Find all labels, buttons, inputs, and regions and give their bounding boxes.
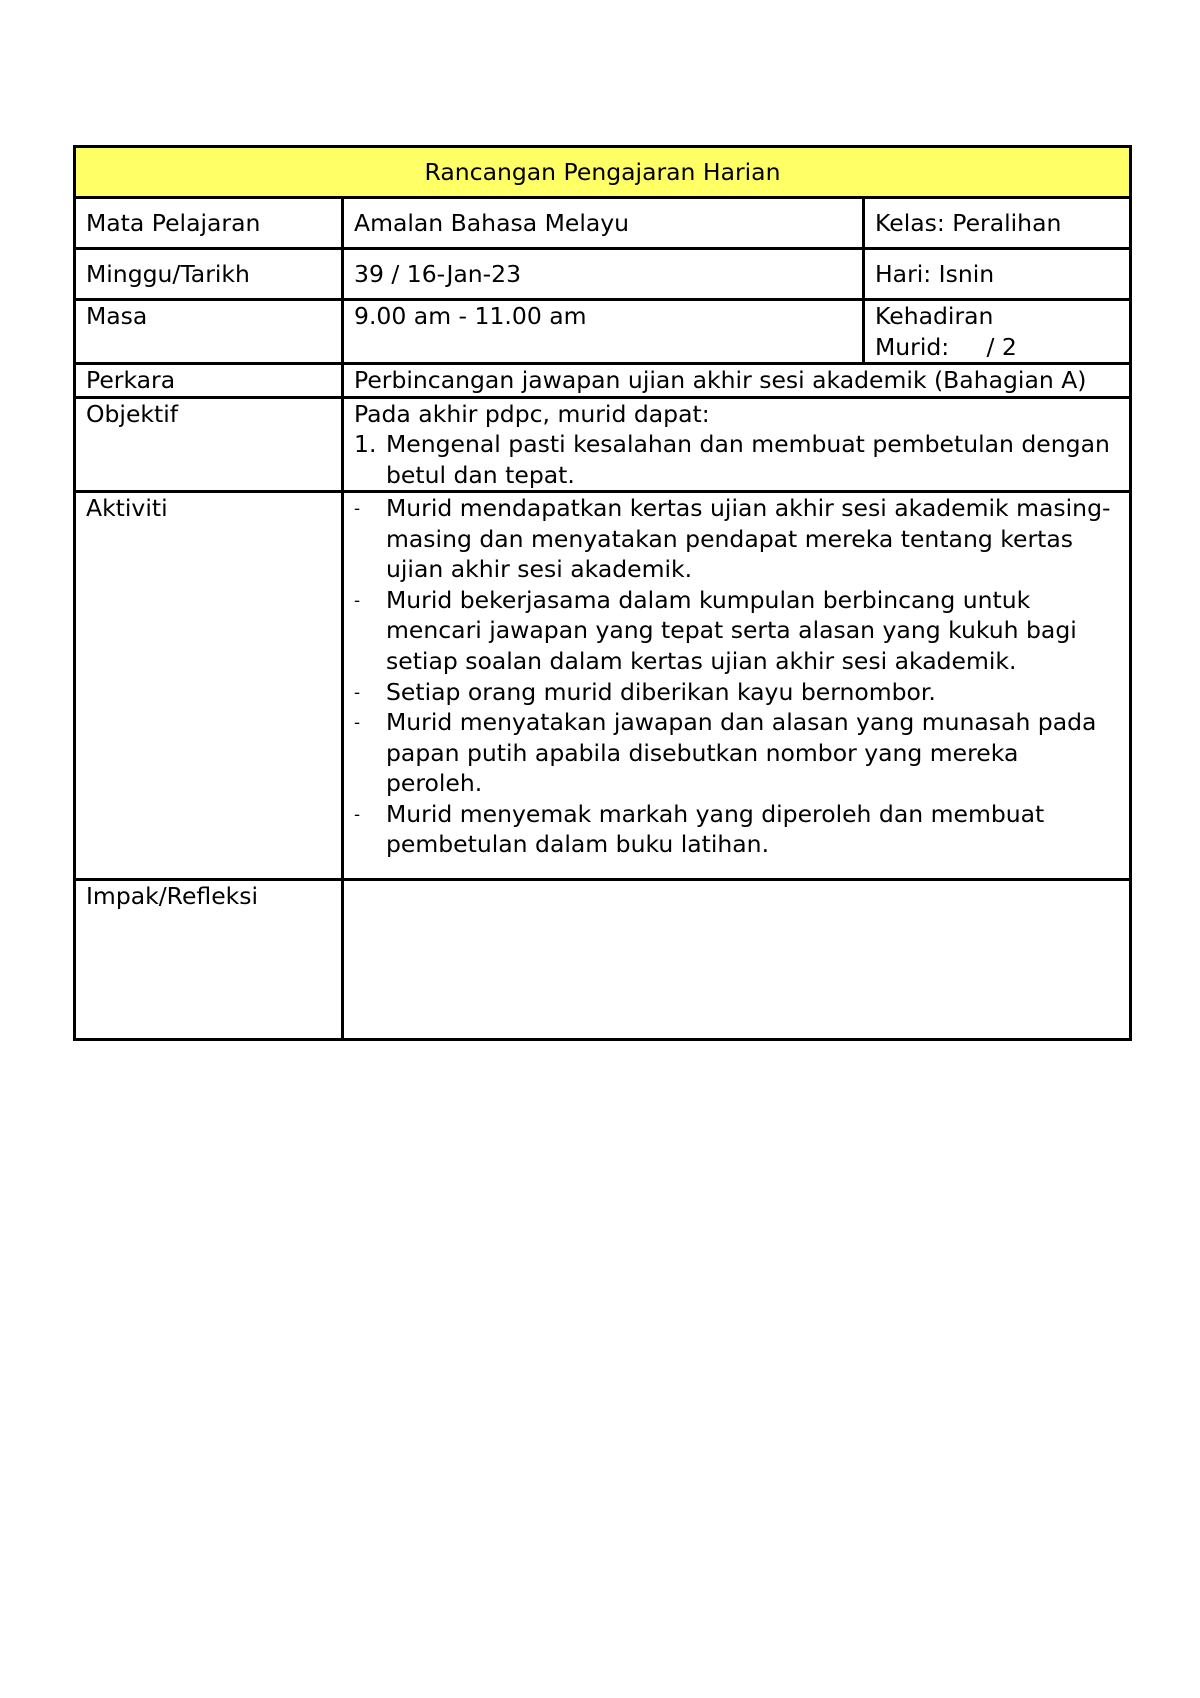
label-objektif: Objektif xyxy=(75,397,343,492)
row-aktiviti xyxy=(75,492,1131,880)
value-masa: 9.00 am - 11.00 am xyxy=(343,300,864,364)
aktiviti-item xyxy=(354,677,1119,708)
value-impak xyxy=(343,879,1131,1039)
objektif-item-text: Mengenal pasti kesalahan dan membuat pembetulan dengan betul dan tepat. xyxy=(386,430,1110,489)
plan-title: Rancangan Pengajaran Harian xyxy=(75,147,1131,198)
kehadiran-label: Kehadiran xyxy=(875,302,994,330)
objektif-item xyxy=(354,429,1119,490)
row-minggu-tarikh xyxy=(75,249,1131,300)
kehadiran-murid: Murid: / 2 xyxy=(875,332,1017,361)
label-impak: Impak/Refleksi xyxy=(75,879,343,1039)
row-objektif xyxy=(75,397,1131,492)
objektif-list xyxy=(354,429,1119,490)
objektif-item-number: 1. xyxy=(354,430,377,459)
label-perkara: Perkara xyxy=(75,364,343,398)
label-minggu-tarikh: Minggu/Tarikh xyxy=(75,249,343,300)
value-perkara: Perbincangan jawapan ujian akhir sesi akademik (Bahagian A) xyxy=(343,364,1131,398)
aktiviti-item-text: Murid bekerjasama dalam kumpulan berbincang untuk mencari jawapan yang tepat serta alasan yang kukuh bagi setiap soalan dalam kertas ujian akhir sesi akademik. xyxy=(386,585,1077,676)
aktiviti-bullet: - xyxy=(354,804,361,825)
aktiviti-bullet: - xyxy=(354,713,361,734)
aktiviti-item-text: Murid mendapatkan kertas ujian akhir sesi akademik masing-masing dan menyatakan pendapat mereka tentang kertas ujian akhir sesi akademik. xyxy=(386,494,1111,584)
aktiviti-item xyxy=(354,585,1119,677)
row-masa xyxy=(75,300,1131,364)
aktiviti-bullet: - xyxy=(354,499,361,520)
value-hari: Hari: Isnin xyxy=(864,249,1131,300)
value-kehadiran xyxy=(864,300,1131,364)
aktiviti-item xyxy=(354,707,1119,799)
label-masa: Masa xyxy=(75,300,343,364)
aktiviti-item-text: Murid menyemak markah yang diperoleh dan membuat pembetulan dalam buku latihan. xyxy=(386,799,1045,859)
row-impak xyxy=(75,879,1131,1039)
value-minggu-tarikh: 39 / 16-Jan-23 xyxy=(343,249,864,300)
aktiviti-item-text: Setiap orang murid diberikan kayu bernombor. xyxy=(386,677,936,706)
objektif-intro: Pada akhir pdpc, murid dapat: xyxy=(354,399,710,428)
value-objektif xyxy=(343,397,1131,492)
label-mata-pelajaran: Mata Pelajaran xyxy=(75,198,343,249)
aktiviti-list xyxy=(354,493,1119,878)
lesson-plan-table xyxy=(73,145,1132,1041)
aktiviti-bullet: - xyxy=(354,590,361,611)
aktiviti-bullet: - xyxy=(354,682,361,703)
aktiviti-item xyxy=(354,493,1119,585)
row-perkara xyxy=(75,364,1131,398)
value-aktiviti xyxy=(343,492,1131,880)
aktiviti-item xyxy=(354,799,1119,860)
value-kelas: Kelas: Peralihan xyxy=(864,198,1131,249)
label-aktiviti: Aktiviti xyxy=(75,492,343,880)
value-mata-pelajaran: Amalan Bahasa Melayu xyxy=(343,198,864,249)
row-mata-pelajaran xyxy=(75,198,1131,249)
aktiviti-item-text: Murid menyatakan jawapan dan alasan yang munasah pada papan putih apabila disebutkan nombor yang mereka peroleh. xyxy=(386,708,1097,798)
